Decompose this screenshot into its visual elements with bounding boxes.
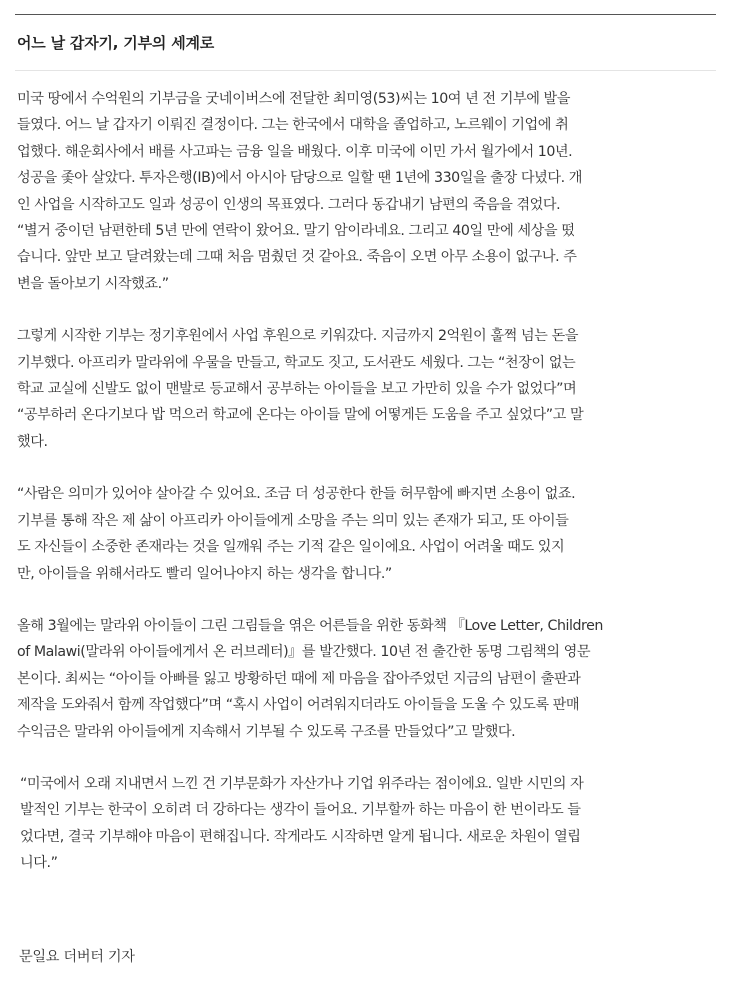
text-line: 업했다. 해운회사에서 배를 사고파는 금융 일을 배웠다. 이후 미국에 이민 가서 월가에서 10년. xyxy=(17,143,573,160)
paragraph-5-quote xyxy=(15,771,716,877)
paragraph-1 xyxy=(15,86,716,297)
text-line: 학교 교실에 신발도 없이 맨발로 등교해서 공부하는 아이들을 보고 가만히 있을 수가 없었다”며 xyxy=(17,381,577,398)
top-divider xyxy=(15,14,716,15)
text-line: of Malawi(말라위 아이들에게서 온 러브레터)』를 발간했다. 10년 전 출간한 동명 그림책의 영문 xyxy=(17,644,591,661)
text-line: 올해 3월에는 말라위 아이들이 그린 그림들을 엮은 어른들을 위한 동화책 『Love Letter, Children xyxy=(17,617,603,634)
text-line: 었다면, 결국 기부해야 마음이 편해집니다. 작게라도 시작하면 알게 됩니다. 새로운 차원이 열립 xyxy=(20,828,581,845)
paragraph-3-quote xyxy=(15,481,716,587)
reporter-byline: 문일요 더버터 기자 xyxy=(19,949,135,965)
text-line: “별거 중이던 남편한테 5년 만에 연락이 왔어요. 말기 암이라네요. 그리고 40일 만에 세상을 떴 xyxy=(17,223,575,240)
text-line: 인 사업을 시작하고도 일과 성공이 인생의 목표였다. 그러다 동갑내기 남편의 죽음을 겪었다. xyxy=(17,196,561,213)
text-line: 만, 아이들을 위해서라도 빨리 일어나야지 하는 생각을 합니다.” xyxy=(17,565,392,582)
text-line: “미국에서 오래 지내면서 느낀 건 기부문화가 자산가나 기업 위주라는 점이에요. 일반 시민의 자 xyxy=(20,775,584,792)
text-line: 제작을 도와줘서 함께 작업했다”며 “혹시 사업이 어려워지더라도 아이들을 도울 수 있도록 판매 xyxy=(17,697,580,714)
text-line: “사람은 의미가 있어야 살아갈 수 있어요. 조금 더 성공한다 한들 허무함에 빠지면 소용이 없죠. xyxy=(17,486,576,503)
text-line: 변을 돌아보기 시작했죠.” xyxy=(17,275,169,292)
text-line: 성공을 좇아 살았다. 투자은행(IB)에서 아시아 담당으로 일할 땐 1년에 330일을 출장 다녔다. 개 xyxy=(17,170,583,187)
text-line: 미국 땅에서 수억원의 기부금을 굿네이버스에 전달한 최미영(53)씨는 10여 년 전 기부에 발을 xyxy=(17,91,571,107)
text-line: 그렇게 시작한 기부는 정기후원에서 사업 후원으로 키워갔다. 지금까지 2억원이 훌쩍 넘는 돈을 xyxy=(17,328,578,345)
text-line: 기부를 통해 작은 제 삶이 아프리카 아이들에게 소망을 주는 의미 있는 존재가 되고, 또 아이들 xyxy=(17,512,569,529)
text-line: 들였다. 어느 날 갑자기 이뤄진 결정이다. 그는 한국에서 대학을 졸업하고, 노르웨이 기업에 취 xyxy=(17,117,569,134)
text-line: 발적인 기부는 한국이 오히려 더 강하다는 생각이 들어요. 기부할까 하는 마음이 한 번이라도 들 xyxy=(20,802,581,819)
text-line: 습니다. 앞만 보고 달려왔는데 그때 처음 멈췄던 것 같아요. 죽음이 오면 아무 소용이 없구나. 주 xyxy=(17,249,577,266)
text-line: “공부하러 온다기보다 밥 먹으러 학교에 온다는 아이들 말에 어떻게든 도움을 주고 싶었다”고 말 xyxy=(17,407,584,424)
paragraph-4 xyxy=(15,613,716,745)
text-line: 본이다. 최씨는 “아이들 아빠를 잃고 방황하던 때에 제 마음을 잡아주었던 지금의 남편이 출판과 xyxy=(17,670,581,687)
subheading-divider xyxy=(15,70,716,71)
text-line: 했다. xyxy=(17,433,48,450)
text-line: 수익금은 말라위 아이들에게 지속해서 기부될 수 있도록 구조를 만들었다”고 말했다. xyxy=(17,723,516,740)
article-body xyxy=(15,14,716,877)
text-line: 기부했다. 아프리카 말라위에 우물을 만들고, 학교도 짓고, 도서관도 세웠다. 그는 “천장이 없는 xyxy=(17,354,576,371)
section-subheading: 어느 날 갑자기, 기부의 세계로 xyxy=(17,34,215,52)
text-line: 도 자신들이 소중한 존재라는 것을 일깨워 주는 기적 같은 일이에요. 사업이 어려울 때도 있지 xyxy=(17,539,565,556)
paragraph-2 xyxy=(15,323,716,455)
text-line: 니다.” xyxy=(20,855,58,872)
